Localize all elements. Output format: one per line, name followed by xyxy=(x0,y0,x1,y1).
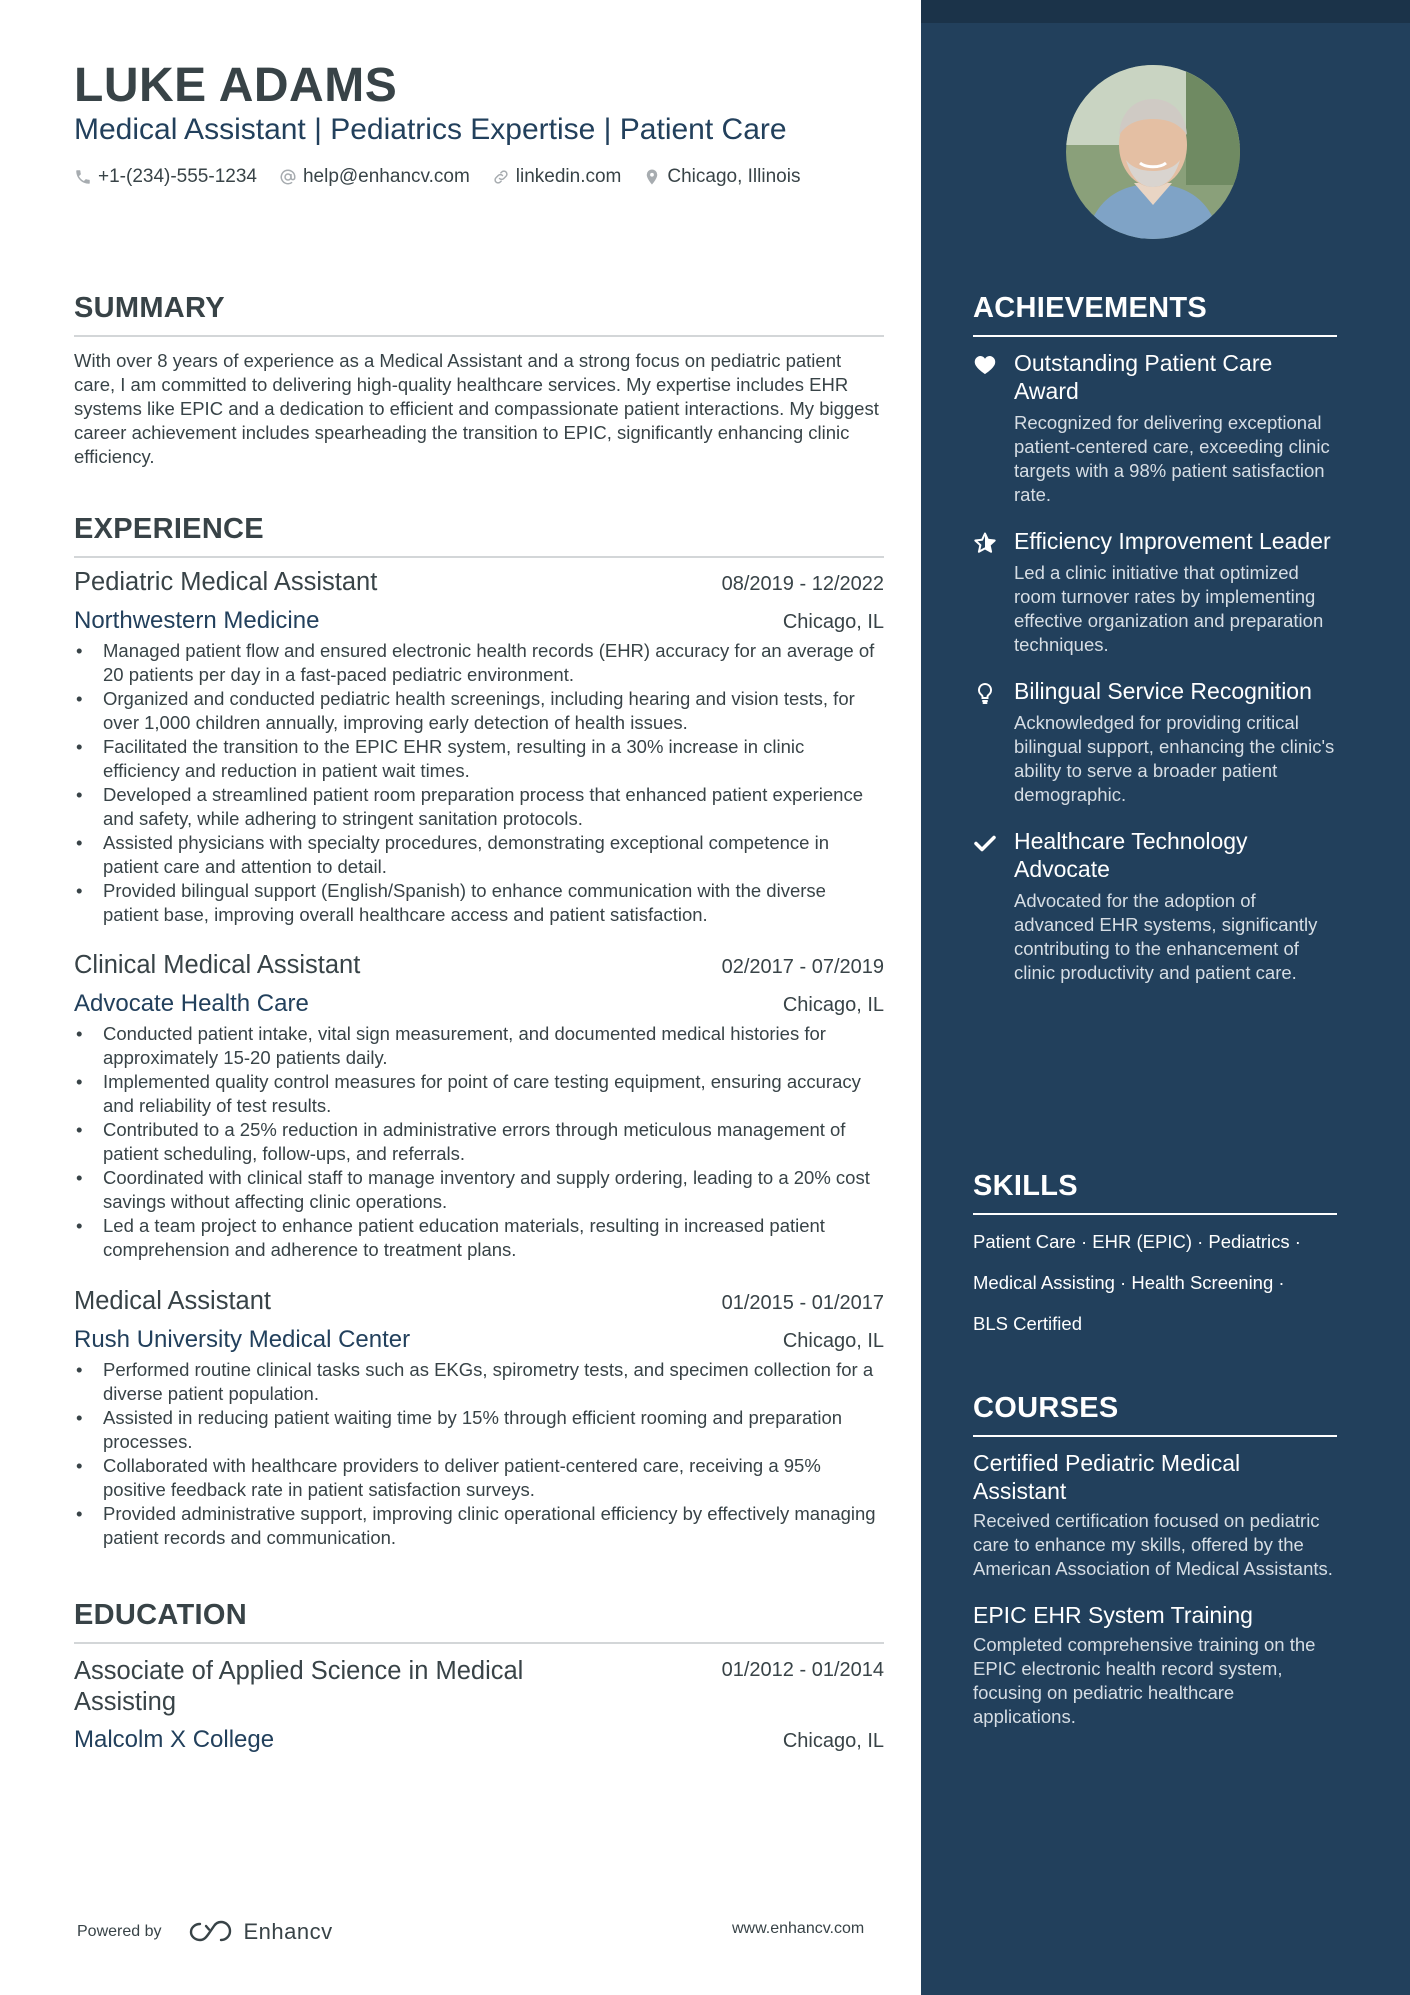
education-section xyxy=(74,1597,884,1644)
enhancv-logo-icon xyxy=(188,1920,234,1944)
experience-heading: EXPERIENCE xyxy=(74,513,264,545)
sidebar-top-bar xyxy=(921,0,1410,23)
achievement-item xyxy=(973,349,1337,507)
section-divider xyxy=(973,1213,1337,1215)
contact-phone-text: +1-(234)-555-1234 xyxy=(98,166,257,187)
degree-title: Associate of Applied Science in Medical Assisting xyxy=(74,1657,524,1716)
section-divider xyxy=(973,1435,1337,1437)
contact-bar xyxy=(74,166,800,188)
list-item: • Assisted physicians with specialty procedures, demonstrating exceptional competence in patient care and attention to detail. xyxy=(74,831,884,879)
job-location: Chicago, IL xyxy=(782,611,884,633)
section-divider xyxy=(74,1642,884,1644)
achievement-item xyxy=(973,677,1337,807)
course-item xyxy=(973,1601,1337,1729)
list-item: • Facilitated the transition to the EPIC EHR system, resulting in a 30% increase in clinic efficiency and reduction in patient wait times. xyxy=(74,735,884,783)
footer-url[interactable]: www.enhancv.com xyxy=(732,1920,865,1937)
skills-heading: SKILLS xyxy=(973,1170,1078,1202)
enhancv-logo[interactable] xyxy=(188,1919,333,1945)
list-item: • Managed patient flow and ensured electronic health records (EHR) accuracy for an average of 20 patients per day in a fast-paced pediatric environment. xyxy=(74,639,884,687)
achievement-description: Recognized for delivering exceptional patient-centered care, exceeding clinic targets with a 98% patient satisfaction rate. xyxy=(1014,412,1330,505)
contact-email-text: help@enhancv.com xyxy=(302,166,470,187)
job-dates: 08/2019 - 12/2022 xyxy=(721,573,884,595)
course-item xyxy=(973,1449,1337,1581)
lightbulb-icon xyxy=(973,681,997,705)
achievement-description: Acknowledged for providing critical bilingual support, enhancing the clinic's ability to serve a broader patient demographic. xyxy=(1014,712,1335,805)
sidebar xyxy=(921,0,1410,1995)
achievement-description: Led a clinic initiative that optimized room turnover rates by implementing effective organization and preparation techniques. xyxy=(1014,562,1324,655)
list-item: • Performed routine clinical tasks such as EKGs, spirometry tests, and specimen collection for a diverse patient population. xyxy=(74,1358,884,1406)
contact-location xyxy=(643,166,800,188)
section-divider xyxy=(74,335,884,337)
education-location: Chicago, IL xyxy=(782,1730,884,1752)
job-entry xyxy=(74,568,884,927)
contact-phone[interactable] xyxy=(74,166,257,188)
achievement-item xyxy=(973,827,1337,985)
education-entry xyxy=(74,1656,884,1754)
job-location: Chicago, IL xyxy=(782,994,884,1016)
course-title: EPIC EHR System Training xyxy=(973,1602,1253,1628)
job-title: Medical Assistant xyxy=(74,1287,272,1315)
list-item: • Provided bilingual support (English/Spanish) to enhance communication with the diverse patient base, improving overall healthcare access and patient satisfaction. xyxy=(74,879,884,927)
list-item: • Collaborated with healthcare providers to deliver patient-centered care, receiving a 95% positive feedback rate in patient satisfaction surveys. xyxy=(74,1454,884,1502)
list-item: • Led a team project to enhance patient education materials, resulting in increased patient comprehension and adherence to treatment plans. xyxy=(74,1214,884,1262)
candidate-name: LUKE ADAMS xyxy=(74,59,398,112)
summary-heading: SUMMARY xyxy=(74,292,225,324)
list-item: • Coordinated with clinical staff to manage inventory and supply ordering, leading to a 20% cost savings without affecting clinic operations. xyxy=(74,1166,884,1214)
course-description: Completed comprehensive training on the EPIC electronic health record system, focusing on pediatric healthcare applications. xyxy=(973,1634,1316,1727)
powered-by-label: Powered by xyxy=(77,1923,162,1940)
powered-by xyxy=(77,1919,333,1945)
course-description: Received certification focused on pediatric care to enhance my skills, offered by the American Association of Medical Assistants. xyxy=(973,1510,1333,1579)
job-location: Chicago, IL xyxy=(782,1330,884,1352)
job-entry xyxy=(74,951,884,1262)
list-item: • Developed a streamlined patient room preparation process that enhanced patient experience and safety, while adhering to stringent sanitation protocols. xyxy=(74,783,884,831)
achievement-title: Healthcare Technology Advocate xyxy=(1014,828,1248,882)
experience-section xyxy=(74,511,884,558)
company-name: Advocate Health Care xyxy=(74,990,309,1017)
achievement-description: Advocated for the adoption of advanced EHR systems, significantly contributing to the enhancement of clinic productivity and patient care. xyxy=(1014,890,1318,983)
location-pin-icon xyxy=(643,168,661,186)
at-icon xyxy=(279,168,297,186)
checkmark-icon xyxy=(973,831,997,855)
job-dates: 02/2017 - 07/2019 xyxy=(721,956,884,978)
education-heading: EDUCATION xyxy=(74,1599,247,1631)
job-dates: 01/2015 - 01/2017 xyxy=(721,1292,884,1314)
job-bullets xyxy=(74,639,884,927)
list-item: • Organized and conducted pediatric health screenings, including hearing and vision tests, for over 1,000 children annually, improving early detection of health issues. xyxy=(74,687,884,735)
avatar xyxy=(1066,65,1240,239)
list-item: • Assisted in reducing patient waiting time by 15% through efficient rooming and preparation processes. xyxy=(74,1406,884,1454)
job-bullets xyxy=(74,1358,884,1550)
skills-section xyxy=(973,1168,1337,1344)
link-icon xyxy=(492,168,510,186)
achievements-section xyxy=(973,290,1337,985)
achievement-title: Bilingual Service Recognition xyxy=(1014,678,1312,704)
section-divider xyxy=(973,335,1337,337)
phone-icon xyxy=(74,168,92,186)
heart-icon xyxy=(973,353,997,377)
list-item: • Provided administrative support, improving clinic operational efficiency by effectively managing patient records and communication. xyxy=(74,1502,884,1550)
list-item: • Conducted patient intake, vital sign measurement, and documented medical histories for approximately 15-20 patients daily. xyxy=(74,1022,884,1070)
enhancv-brand-text: Enhancv xyxy=(243,1919,333,1944)
headline: Medical Assistant | Pediatrics Expertise | Patient Care xyxy=(74,113,787,146)
contact-location-text: Chicago, Illinois xyxy=(667,166,801,187)
education-dates: 01/2012 - 01/2014 xyxy=(721,1659,884,1681)
skills-list xyxy=(973,1221,1337,1344)
skills-line: BLS Certified xyxy=(973,1313,1082,1334)
job-title: Pediatric Medical Assistant xyxy=(74,568,378,596)
company-name: Northwestern Medicine xyxy=(74,607,320,634)
achievement-item xyxy=(973,527,1337,657)
course-title: Certified Pediatric Medical Assistant xyxy=(973,1450,1241,1504)
list-item: • Contributed to a 25% reduction in administrative errors through meticulous management of patient scheduling, follow-ups, and referrals. xyxy=(74,1118,884,1166)
school-name: Malcolm X College xyxy=(74,1726,275,1753)
summary-text: With over 8 years of experience as a Medical Assistant and a strong focus on pediatric patient care, I am committed to delivering high-quality healthcare services. My expertise includes EHR systems like EPIC and a dedication to efficient and compassionate patient interactions. My biggest career achievement includes spearheading the transition to EPIC, significantly enhancing clinic efficiency. xyxy=(74,350,879,467)
job-title: Clinical Medical Assistant xyxy=(74,951,361,979)
achievement-title: Efficiency Improvement Leader xyxy=(1014,528,1331,554)
contact-linkedin[interactable] xyxy=(492,166,622,188)
achievements-heading: ACHIEVEMENTS xyxy=(973,292,1208,324)
contact-linkedin-text: linkedin.com xyxy=(515,166,622,187)
courses-section xyxy=(973,1390,1337,1729)
list-item: • Implemented quality control measures for point of care testing equipment, ensuring accuracy and reliability of test results. xyxy=(74,1070,884,1118)
skills-line: Medical Assisting · Health Screening · xyxy=(973,1272,1285,1293)
courses-heading: COURSES xyxy=(973,1392,1119,1424)
contact-email[interactable] xyxy=(279,166,470,188)
summary-section xyxy=(74,290,884,469)
section-divider xyxy=(74,556,884,558)
star-icon xyxy=(973,531,997,555)
job-entry xyxy=(74,1287,884,1550)
company-name: Rush University Medical Center xyxy=(74,1326,411,1353)
job-bullets xyxy=(74,1022,884,1262)
skills-line: Patient Care · EHR (EPIC) · Pediatrics · xyxy=(973,1231,1301,1252)
achievement-title: Outstanding Patient Care Award xyxy=(1014,350,1273,404)
